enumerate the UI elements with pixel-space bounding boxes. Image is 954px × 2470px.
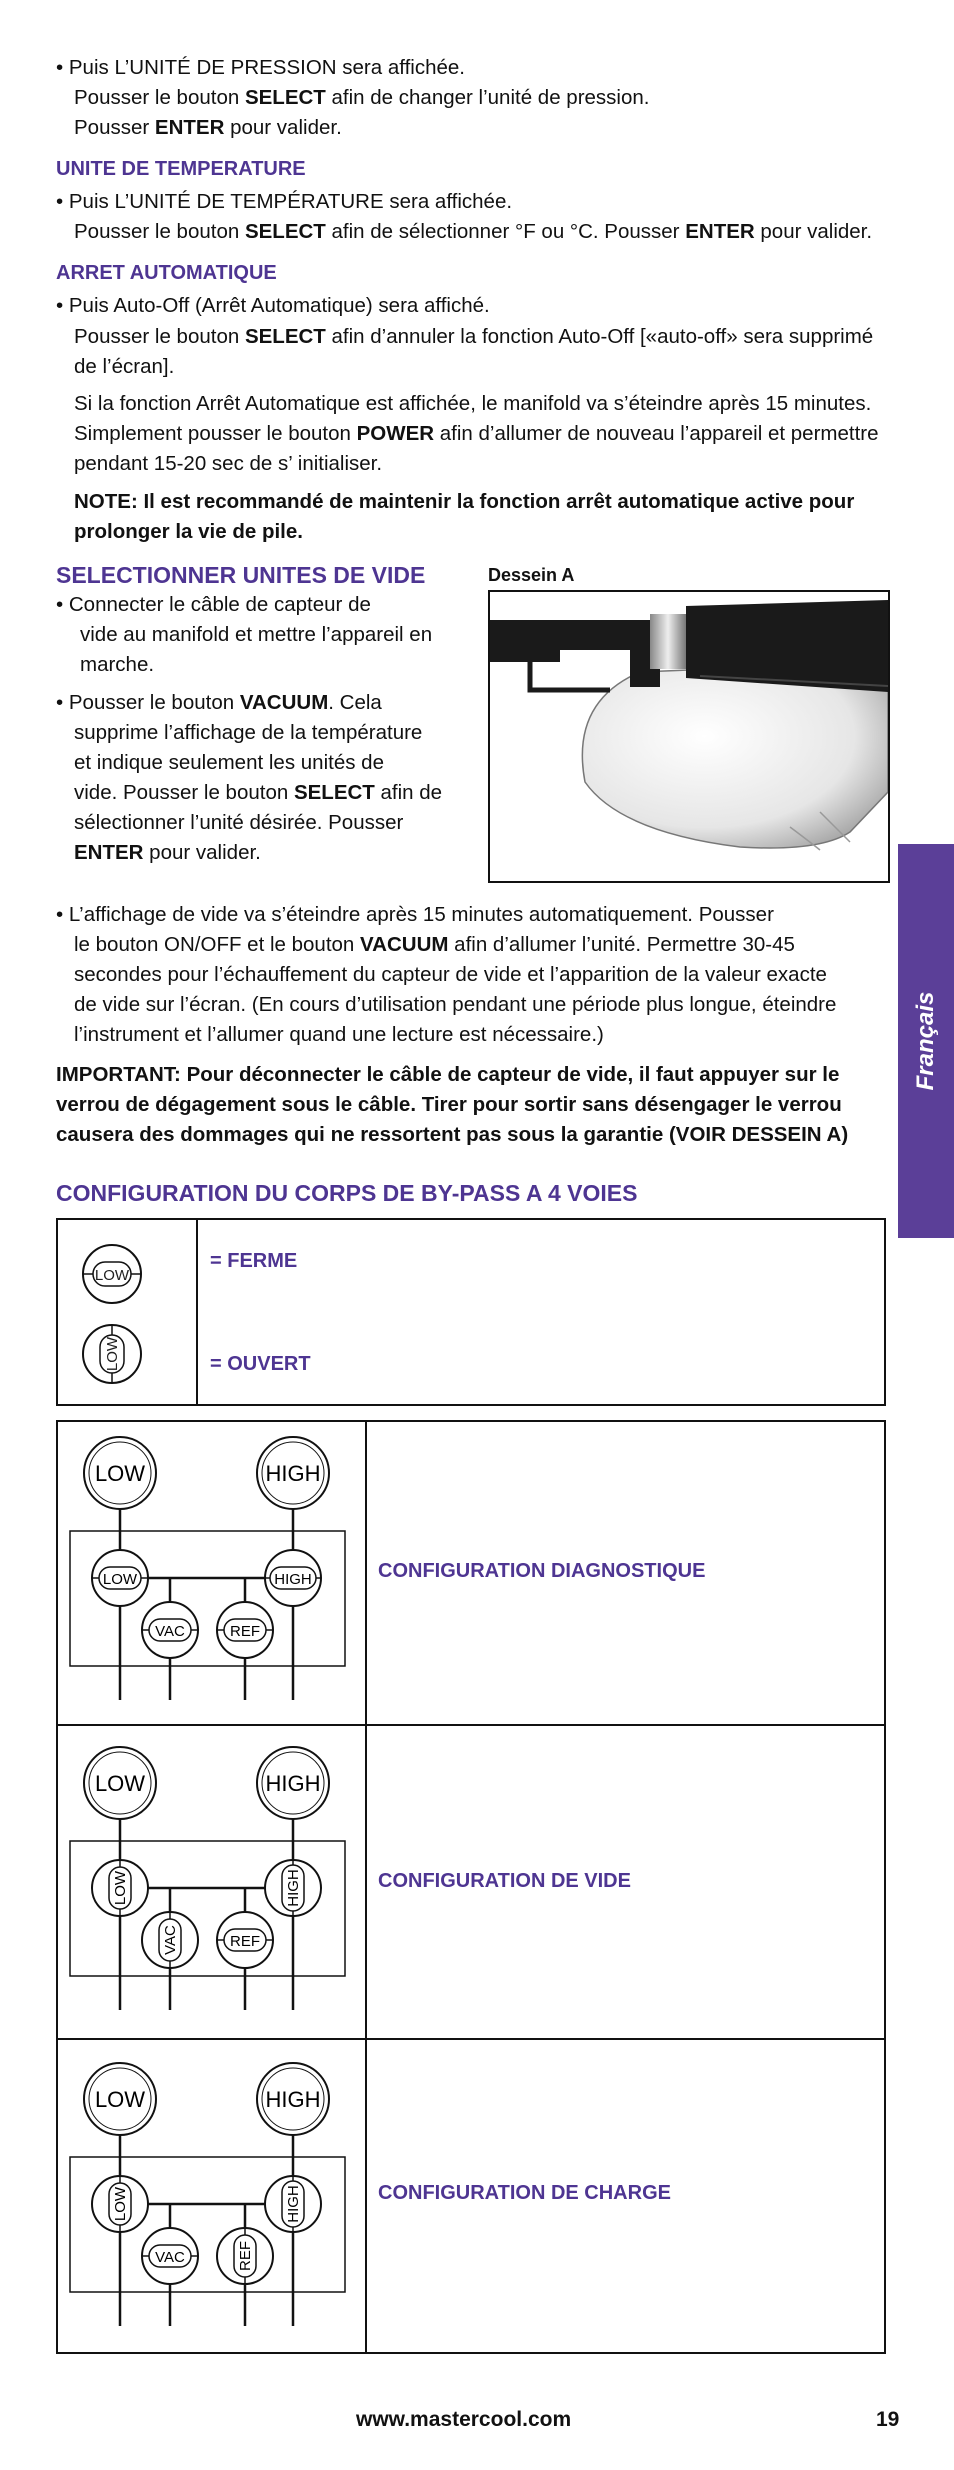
high-valve-closed-icon [265, 1550, 321, 1606]
pressure-line-3: Pousser ENTER pour valider. [74, 116, 342, 139]
high-gauge-icon [257, 2063, 329, 2135]
vacuum-b1-line-2: vide au manifold et mettre l’appareil en [80, 623, 433, 646]
vac-valve-closed-icon [142, 2228, 198, 2284]
config-heading: CONFIGURATION DU CORPS DE BY-PASS A 4 VOIES [56, 1180, 638, 1206]
vacuum-b2-line-3: et indique seulement les unités de [74, 751, 384, 774]
vacuum-units-heading: SELECTIONNER UNITES DE VIDE [56, 562, 426, 588]
auto-off-line-5: Simplement pousser le bouton POWER afin d’allumer de nouveau l’appareil et permettre [74, 422, 879, 445]
vacuum-sensor-connector-icon [490, 592, 888, 881]
svg-text:REF: REF [230, 1933, 260, 1950]
svg-text:HIGH: HIGH [265, 2087, 321, 2112]
ref-valve-open-icon [217, 2228, 273, 2284]
vacuum-b1-line-3: marche. [80, 653, 155, 676]
charge-config-diagram [60, 2054, 360, 2349]
svg-text:HIGH: HIGH [285, 1869, 302, 1907]
svg-text:LOW: LOW [112, 1870, 129, 1906]
important-line-2: verrou de dégagement sous le câble. Tirer pour sortir sans désengager le verrou [56, 1093, 842, 1116]
closed-knob-label: LOW [94, 1267, 130, 1284]
svg-text:LOW: LOW [112, 2186, 129, 2222]
footer-url[interactable]: www.mastercool.com [356, 2408, 572, 2431]
low-valve-closed-icon [92, 1550, 148, 1606]
closed-knob-icon [83, 1245, 141, 1303]
page-number: 19 [876, 2408, 900, 2431]
vacuum-b2-line-4: vide. Pousser le bouton SELECT afin de [74, 781, 443, 804]
vacuum-display-line-4: de vide sur l’écran. (En cours d’utilisation pendant une période plus longue, éteindre [74, 993, 837, 1016]
charge-config-label: CONFIGURATION DE CHARGE [378, 2182, 671, 2204]
high-gauge-icon [257, 1437, 329, 1509]
vacuum-b2-line-1: • Pousser le bouton VACUUM. Cela [56, 691, 382, 714]
vacuum-display-line-2: le bouton ON/OFF et le bouton VACUUM afin d’allumer l’unité. Permettre 30-45 [74, 933, 795, 956]
auto-off-line-3: de l’écran]. [74, 355, 175, 378]
svg-text:LOW: LOW [94, 2087, 146, 2112]
configurations-divider [365, 1420, 367, 2354]
configurations-row-divider-1 [56, 1724, 886, 1726]
vacuum-b1-line-1: • Connecter le câble de capteur de [56, 593, 371, 616]
ref-valve-closed-icon [217, 1912, 273, 1968]
svg-text:HIGH: HIGH [274, 1571, 312, 1588]
svg-text:LOW: LOW [94, 1771, 146, 1796]
auto-off-line-1: • Puis Auto-Off (Arrêt Automatique) sera affiché. [56, 294, 490, 317]
configurations-row-divider-2 [56, 2038, 886, 2040]
auto-off-note-2: prolonger la vie de pile. [74, 520, 303, 543]
auto-off-line-2: Pousser le bouton SELECT afin d’annuler la fonction Auto-Off [«auto-off» sera supprimé [74, 325, 874, 348]
svg-text:HIGH: HIGH [265, 1771, 321, 1796]
vac-valve-closed-icon [142, 1602, 198, 1658]
low-gauge-icon [84, 1437, 156, 1509]
auto-off-line-4: Si la fonction Arrêt Automatique est affichée, le manifold va s’éteindre après 15 minutes. [74, 392, 872, 415]
auto-off-heading: ARRET AUTOMATIQUE [56, 262, 277, 284]
auto-off-line-6: pendant 15-20 sec de s’ initialiser. [74, 452, 383, 475]
vacuum-b2-line-2: supprime l’affichage de la température [74, 721, 423, 744]
auto-off-note-1: NOTE: Il est recommandé de maintenir la fonction arrêt automatique active pour [74, 490, 855, 513]
diagnostic-config-diagram [60, 1428, 360, 1720]
vacuum-display-line-5: l’instrument et l’allumer quand une lecture est nécessaire.) [74, 1023, 604, 1046]
legend-knob-icons [70, 1240, 150, 1390]
pressure-line-2: Pousser le bouton SELECT afin de changer l’unité de pression. [74, 86, 650, 109]
important-line-3: causera des dommages qui ne ressortent pas sous la garantie (VOIR DESSEIN A) [56, 1123, 849, 1146]
low-valve-open-icon [92, 1860, 148, 1916]
figure-a-illustration [488, 590, 890, 883]
language-side-tab: Français [898, 844, 954, 1238]
pressure-line-1: • Puis L’UNITÉ DE PRESSION sera affichée. [56, 56, 465, 79]
svg-text:REF: REF [237, 2241, 254, 2271]
svg-text:LOW: LOW [94, 1461, 146, 1486]
svg-text:VAC: VAC [155, 1623, 185, 1640]
temperature-line-1: • Puis L’UNITÉ DE TEMPÉRATURE sera affichée. [56, 190, 513, 213]
vac-valve-open-icon [142, 1912, 198, 1968]
temperature-line-2: Pousser le bouton SELECT afin de sélectionner °F ou °C. Pousser ENTER pour valider. [74, 220, 873, 243]
high-valve-open-icon [265, 1860, 321, 1916]
svg-text:VAC: VAC [162, 1925, 179, 1955]
legend-divider [196, 1218, 198, 1406]
diagnostic-config-label: CONFIGURATION DIAGNOSTIQUE [378, 1560, 706, 1582]
legend-open-label: = OUVERT [210, 1353, 311, 1375]
vacuum-config-diagram [60, 1738, 360, 2033]
figure-a-label: Dessein A [488, 565, 575, 585]
low-gauge-icon [84, 2063, 156, 2135]
open-knob-icon [83, 1325, 141, 1383]
low-valve-open-icon [92, 2176, 148, 2232]
svg-text:HIGH: HIGH [285, 2185, 302, 2223]
svg-text:REF: REF [230, 1623, 260, 1640]
vacuum-b2-line-5: sélectionner l’unité désirée. Pousser [74, 811, 404, 834]
vacuum-display-line-3: secondes pour l’échauffement du capteur de vide et l’apparition de la valeur exacte [74, 963, 827, 986]
ref-valve-closed-icon [217, 1602, 273, 1658]
svg-text:VAC: VAC [155, 2249, 185, 2266]
svg-text:LOW: LOW [102, 1571, 138, 1588]
high-gauge-icon [257, 1747, 329, 1819]
temperature-heading: UNITE DE TEMPERATURE [56, 158, 306, 180]
legend-table [56, 1218, 886, 1406]
vacuum-b2-line-6: ENTER pour valider. [74, 841, 261, 864]
svg-text:HIGH: HIGH [265, 1461, 321, 1486]
legend-closed-label: = FERME [210, 1250, 298, 1272]
open-knob-label: LOW [104, 1336, 121, 1372]
vacuum-display-line-1: • L’affichage de vide va s’éteindre après 15 minutes automatiquement. Pousser [56, 903, 774, 926]
important-line-1: IMPORTANT: Pour déconnecter le câble de capteur de vide, il faut appuyer sur le [56, 1063, 840, 1086]
high-valve-open-icon [265, 2176, 321, 2232]
low-gauge-icon [84, 1747, 156, 1819]
vacuum-config-label: CONFIGURATION DE VIDE [378, 1870, 631, 1892]
